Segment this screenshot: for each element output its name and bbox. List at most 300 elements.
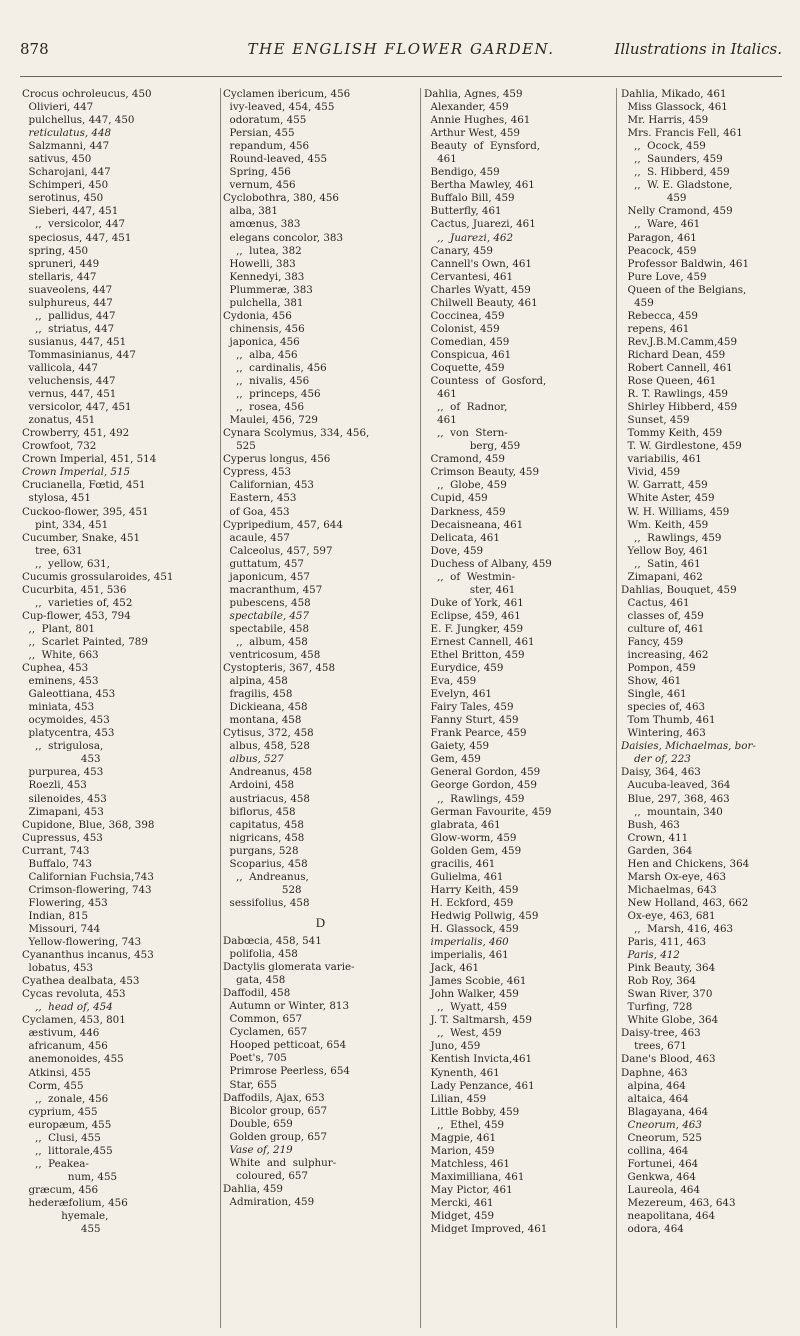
index-entry: Crocus ochroleucus, 450 bbox=[22, 88, 152, 100]
index-entry: Cupid, 459 bbox=[424, 492, 488, 505]
index-entry: Cuckoo-flower, 395, 451 bbox=[22, 505, 149, 518]
index-entry: Aucuba-leaved, 364 bbox=[621, 779, 731, 792]
index-entry: Corm, 455 bbox=[22, 1079, 84, 1092]
index-entry: der of, 223 bbox=[621, 753, 691, 766]
index-entry: H. Eckford, 459 bbox=[424, 896, 514, 909]
index-entry: stylosa, 451 bbox=[22, 492, 91, 505]
index-entry: Midget, 459 bbox=[424, 1210, 494, 1223]
index-entry: Magpie, 461 bbox=[424, 1131, 496, 1144]
index-entry: Mrs. Francis Fell, 461 bbox=[621, 127, 743, 140]
index-entry: Lady Penzance, 461 bbox=[424, 1079, 535, 1092]
index-entry: of Goa, 453 bbox=[223, 505, 290, 518]
index-entry: pint, 334, 451 bbox=[22, 518, 109, 531]
index-entry: ,, Saunders, 459 bbox=[621, 153, 723, 166]
index-entry: Evelyn, 461 bbox=[424, 688, 492, 701]
index-entry: Tommasinianus, 447 bbox=[22, 348, 136, 361]
page-header bbox=[20, 40, 782, 66]
index-entry: New Holland, 463, 662 bbox=[621, 896, 749, 909]
index-entry: Professor Baldwin, 461 bbox=[621, 257, 749, 270]
index-entry: Kennedyi, 383 bbox=[223, 270, 305, 283]
index-entry: Single, 461 bbox=[621, 688, 687, 701]
index-entry: spectabile, 458 bbox=[223, 622, 310, 635]
index-entry: ,, Andreanus, bbox=[223, 870, 309, 883]
index-entry: ,, lutea, 382 bbox=[223, 244, 302, 257]
index-entry: Maximilliana, 461 bbox=[424, 1170, 525, 1183]
index-entry: Cycas revoluta, 453 bbox=[22, 988, 126, 1001]
index-entry: sativus, 450 bbox=[22, 153, 92, 166]
index-entry: purpurea, 453 bbox=[22, 766, 104, 779]
index-entry: Decaisneana, 461 bbox=[424, 518, 524, 531]
index-entry: Blagayana, 464 bbox=[621, 1105, 709, 1118]
index-entry: Dahlia, Mikado, 461 bbox=[621, 88, 727, 100]
index-entry: chinensis, 456 bbox=[223, 322, 305, 335]
index-entry: Cupressus, 453 bbox=[22, 831, 103, 844]
index-entry: Conspicua, 461 bbox=[424, 348, 512, 361]
index-entry: Cyananthus incanus, 453 bbox=[22, 949, 154, 962]
index-entry: Comedian, 459 bbox=[424, 335, 510, 348]
index-entry: vallicola, 447 bbox=[22, 361, 98, 374]
index-entry: Fanny Sturt, 459 bbox=[424, 714, 519, 727]
index-entry: Cucumis grossularoides, 451 bbox=[22, 570, 174, 583]
index-entry: Pompon, 459 bbox=[621, 662, 696, 675]
index-entry: versicolor, 447, 451 bbox=[22, 401, 132, 414]
index-entry: Richard Dean, 459 bbox=[621, 348, 726, 361]
index-entry: alba, 381 bbox=[223, 205, 278, 218]
index-column-4 bbox=[621, 88, 784, 1328]
index-entry: Arthur West, 459 bbox=[424, 127, 520, 140]
index-entry: Admiration, 459 bbox=[223, 1195, 315, 1208]
index-entry: veluchensis, 447 bbox=[22, 375, 116, 388]
index-entry: miniata, 453 bbox=[22, 701, 95, 714]
index-entry: montana, 458 bbox=[223, 714, 302, 727]
index-entry: German Favourite, 459 bbox=[424, 805, 552, 818]
index-entry: George Gordon, 459 bbox=[424, 779, 537, 792]
index-entry: Dabœcia, 458, 541 bbox=[223, 935, 322, 947]
index-entry: Midget Improved, 461 bbox=[424, 1223, 548, 1236]
section-letter: D bbox=[315, 914, 326, 930]
index-entry: pubescens, 458 bbox=[223, 596, 311, 609]
index-entry: Tommy Keith, 459 bbox=[621, 427, 723, 440]
index-entry: ,, pallidus, 447 bbox=[22, 309, 116, 322]
index-entry: Rev.J.B.M.Camm,459 bbox=[621, 335, 737, 348]
index-entry: Miss Glassock, 461 bbox=[621, 101, 728, 114]
index-entry: Salzmanni, 447 bbox=[22, 140, 110, 153]
index-entry: guttatum, 457 bbox=[223, 557, 304, 570]
index-entry: Hooped petticoat, 654 bbox=[223, 1039, 347, 1052]
index-entry: Fancy, 459 bbox=[621, 635, 684, 648]
index-entry: Genkwa, 464 bbox=[621, 1170, 696, 1183]
index-entry: 453 bbox=[22, 753, 101, 766]
index-entry: Primrose Peerless, 654 bbox=[223, 1065, 350, 1078]
index-entry: Persian, 455 bbox=[223, 127, 295, 140]
index-entry: Marsh Ox-eye, 463 bbox=[621, 870, 727, 883]
index-entry: Olivieri, 447 bbox=[22, 101, 94, 114]
index-entry: austriacus, 458 bbox=[223, 792, 310, 805]
index-entry: Butterfly, 461 bbox=[424, 205, 502, 218]
index-entry: ,, album, 458 bbox=[223, 635, 308, 648]
index-entry: Cupidone, Blue, 368, 398 bbox=[22, 818, 155, 831]
index-entry: Harry Keith, 459 bbox=[424, 883, 519, 896]
index-entry: polifolia, 458 bbox=[223, 948, 298, 961]
index-entry: europæum, 455 bbox=[22, 1118, 112, 1131]
index-entry: gata, 458 bbox=[223, 974, 286, 987]
index-entry: ,, varieties of, 452 bbox=[22, 596, 133, 609]
index-entry: Kynenth, 461 bbox=[424, 1066, 500, 1079]
index-entry: spring, 450 bbox=[22, 244, 89, 257]
index-entry: Swan River, 370 bbox=[621, 988, 713, 1001]
index-entry: num, 455 bbox=[22, 1170, 118, 1183]
index-entry: Ernest Cannell, 461 bbox=[424, 635, 535, 648]
index-entry: biflorus, 458 bbox=[223, 805, 296, 818]
index-entry: Cyathea dealbata, 453 bbox=[22, 975, 140, 988]
index-entry: culture of, 461 bbox=[621, 622, 705, 635]
index-entry: Yellow Boy, 461 bbox=[621, 544, 709, 557]
index-entry: neapolitana, 464 bbox=[621, 1210, 716, 1223]
index-entry: Dane's Blood, 463 bbox=[621, 1053, 716, 1066]
index-entry: Missouri, 744 bbox=[22, 923, 101, 935]
index-entry: Shirley Hibberd, 459 bbox=[621, 401, 738, 414]
index-entry: ventricosum, 458 bbox=[223, 649, 321, 662]
index-entry: Juno, 459 bbox=[424, 1040, 481, 1053]
index-entry: Delicata, 461 bbox=[424, 531, 500, 544]
index-entry: Daffodils, Ajax, 653 bbox=[223, 1091, 325, 1104]
index-entry: Crowberry, 451, 492 bbox=[22, 427, 130, 440]
index-entry: alpina, 458 bbox=[223, 675, 288, 688]
index-entry: Cyclamen, 657 bbox=[223, 1026, 308, 1039]
index-entry: ,, alba, 456 bbox=[223, 348, 298, 361]
index-entry: albus, 458, 528 bbox=[223, 740, 310, 753]
index-entry: Cramond, 459 bbox=[424, 453, 505, 466]
index-entry: Paragon, 461 bbox=[621, 231, 697, 244]
index-entry: Maulei, 456, 729 bbox=[223, 414, 318, 427]
index-entry: ,, striatus, 447 bbox=[22, 322, 115, 335]
index-entry: anemonoides, 455 bbox=[22, 1053, 124, 1066]
index-column-2 bbox=[223, 88, 418, 1328]
index-entry: ,, Rawlings, 459 bbox=[621, 531, 722, 544]
index-entry: ,, Marsh, 416, 463 bbox=[621, 923, 734, 935]
index-entry: ,, of Westmin- bbox=[424, 570, 516, 583]
index-entry: nigricans, 458 bbox=[223, 831, 305, 844]
index-entry: stellaris, 447 bbox=[22, 270, 97, 283]
index-entry: ,, rosea, 456 bbox=[223, 401, 305, 414]
index-entry: Michaelmas, 643 bbox=[621, 883, 717, 896]
index-entry: J. T. Saltmarsh, 459 bbox=[424, 1014, 532, 1027]
index-entry: E. F. Jungker, 459 bbox=[424, 622, 524, 635]
index-entry: Zimapani, 462 bbox=[621, 570, 703, 583]
index-entry: Star, 655 bbox=[223, 1078, 277, 1091]
index-entry: ster, 461 bbox=[424, 583, 516, 596]
index-entry: Cannell's Own, 461 bbox=[424, 257, 532, 270]
column-divider bbox=[220, 88, 221, 1328]
index-entry: amœnus, 383 bbox=[223, 218, 301, 231]
index-entry: Duke of York, 461 bbox=[424, 596, 524, 609]
index-entry: Cyclamen, 453, 801 bbox=[22, 1014, 126, 1027]
index-entry: Schimperi, 450 bbox=[22, 179, 109, 192]
index-entry: speciosus, 447, 451 bbox=[22, 231, 132, 244]
index-entry: berg, 459 bbox=[424, 440, 521, 453]
index-entry: Californian Fuchsia,743 bbox=[22, 870, 154, 883]
index-entry: ,, Ocock, 459 bbox=[621, 140, 706, 153]
column-divider bbox=[616, 88, 617, 1328]
index-entry: Queen of the Belgians, bbox=[621, 283, 747, 296]
index-entry: Dahlias, Bouquet, 459 bbox=[621, 583, 737, 596]
index-entry: Cydonia, 456 bbox=[223, 309, 292, 322]
index-entry: ,, W. E. Gladstone, bbox=[621, 179, 733, 192]
index-entry: ,, princeps, 456 bbox=[223, 388, 321, 401]
index-entry: Pink Beauty, 364 bbox=[621, 962, 716, 975]
index-entry: odora, 464 bbox=[621, 1223, 684, 1236]
index-entry: sessifolius, 458 bbox=[223, 896, 310, 909]
index-entry: Cneorum, 525 bbox=[621, 1131, 702, 1144]
index-entry: Matchless, 461 bbox=[424, 1157, 510, 1170]
index-entry: White Globe, 364 bbox=[621, 1014, 719, 1027]
index-entry: Tom Thumb, 461 bbox=[621, 714, 716, 727]
index-entry: Colonist, 459 bbox=[424, 322, 500, 335]
index-entry: ,, cardinalis, 456 bbox=[223, 361, 327, 374]
index-entry: ivy-leaved, 454, 455 bbox=[223, 101, 335, 114]
index-entry: 459 bbox=[621, 296, 654, 309]
index-entry: Galeottiana, 453 bbox=[22, 688, 116, 701]
index-entry: africanum, 456 bbox=[22, 1040, 108, 1053]
index-entry: Mezereum, 463, 643 bbox=[621, 1196, 736, 1209]
index-entry: altaica, 464 bbox=[621, 1092, 689, 1105]
index-entry: 459 bbox=[621, 192, 687, 205]
index-entry: ,, White, 663 bbox=[22, 649, 99, 662]
index-entry: Coccinea, 459 bbox=[424, 309, 505, 322]
index-entry: ,, Peakea- bbox=[22, 1157, 89, 1170]
index-entry: græcum, 456 bbox=[22, 1183, 99, 1196]
index-entry: Flowering, 453 bbox=[22, 896, 108, 909]
index-entry: Bush, 463 bbox=[621, 818, 680, 831]
index-entry: alpina, 464 bbox=[621, 1079, 686, 1092]
index-entry: Countess of Gosford, bbox=[424, 375, 547, 388]
index-entry: Turfing, 728 bbox=[621, 1001, 693, 1014]
index-entry: ,, Satin, 461 bbox=[621, 557, 701, 570]
index-entry: elegans concolor, 383 bbox=[223, 231, 343, 244]
index-entry: Californian, 453 bbox=[223, 479, 314, 492]
index-entry: odoratum, 455 bbox=[223, 114, 307, 127]
index-entry: japonica, 456 bbox=[223, 335, 300, 348]
index-entry: Plummeræ, 383 bbox=[223, 283, 313, 296]
index-entry: Ethel Britton, 459 bbox=[424, 649, 525, 662]
index-entry: General Gordon, 459 bbox=[424, 766, 541, 779]
index-entry: Crucianella, Fœtid, 451 bbox=[22, 479, 146, 492]
index-entry: Jack, 461 bbox=[424, 962, 480, 975]
index-entry: glabrata, 461 bbox=[424, 818, 501, 831]
index-entry: Chilwell Beauty, 461 bbox=[424, 296, 538, 309]
index-entry: Autumn or Winter, 813 bbox=[223, 1000, 349, 1013]
index-entry: Round-leaved, 455 bbox=[223, 153, 328, 166]
index-entry: susianus, 447, 451 bbox=[22, 335, 127, 348]
index-entry: Buffalo Bill, 459 bbox=[424, 192, 515, 205]
index-entry: 455 bbox=[22, 1223, 101, 1236]
index-entry: ,, Plant, 801 bbox=[22, 622, 95, 635]
index-entry: Eastern, 453 bbox=[223, 492, 297, 505]
index-entry: Daffodil, 458 bbox=[223, 987, 291, 1000]
index-entry: Dickieana, 458 bbox=[223, 701, 308, 714]
index-entry: W. Garratt, 459 bbox=[621, 479, 708, 492]
index-entry: Eva, 459 bbox=[424, 675, 477, 688]
index-entry: coloured, 657 bbox=[223, 1169, 308, 1182]
index-entry: Beauty of Eynsford, bbox=[424, 140, 541, 153]
index-entry: ,, yellow, 631, bbox=[22, 557, 110, 570]
index-entry: White and sulphur- bbox=[223, 1156, 337, 1169]
index-entry: Darkness, 459 bbox=[424, 505, 506, 518]
index-entry: imperialis, 461 bbox=[424, 949, 509, 962]
index-entry: reticulatus, 448 bbox=[22, 127, 112, 140]
index-entry: Dove, 459 bbox=[424, 544, 484, 557]
index-entry: ,, Rawlings, 459 bbox=[424, 792, 525, 805]
index-entry: Bertha Mawley, 461 bbox=[424, 179, 535, 192]
index-entry: æstivum, 446 bbox=[22, 1027, 100, 1040]
index-entry: Paris, 411, 463 bbox=[621, 936, 707, 949]
index-entry: sulphureus, 447 bbox=[22, 296, 113, 309]
index-entry: Calceolus, 457, 597 bbox=[223, 544, 333, 557]
index-entry: May Pictor, 461 bbox=[424, 1183, 513, 1196]
index-entry: R. T. Rawlings, 459 bbox=[621, 388, 728, 401]
index-entry: W. H. Williams, 459 bbox=[621, 505, 730, 518]
index-entry: Cyclobothra, 380, 456 bbox=[223, 192, 339, 205]
index-entry: ,, Ethel, 459 bbox=[424, 1118, 505, 1131]
index-entry: Ox-eye, 463, 681 bbox=[621, 909, 716, 922]
running-title: THE ENGLISH FLOWER GARDEN. bbox=[247, 40, 555, 58]
index-entry: Fortunei, 464 bbox=[621, 1157, 699, 1170]
index-entry: ,, versicolor, 447 bbox=[22, 218, 126, 231]
index-entry: Cytisus, 372, 458 bbox=[223, 727, 314, 740]
index-entry: Blue, 297, 368, 463 bbox=[621, 792, 730, 805]
index-entry: pulchellus, 447, 450 bbox=[22, 114, 135, 127]
index-entry: Buffalo, 743 bbox=[22, 857, 92, 870]
index-entry: ,, head of, 454 bbox=[22, 1001, 113, 1014]
index-entry: 528 bbox=[223, 883, 302, 896]
index-entry: Zimapani, 453 bbox=[22, 805, 104, 818]
index-entry: suaveolens, 447 bbox=[22, 283, 113, 296]
page-number: 878 bbox=[20, 40, 49, 58]
index-entry: trees, 671 bbox=[621, 1040, 687, 1053]
index-entry: cyprium, 455 bbox=[22, 1105, 98, 1118]
index-entry: John Walker, 459 bbox=[424, 988, 519, 1001]
index-entry: Scharojani, 447 bbox=[22, 166, 111, 179]
index-entry: Hen and Chickens, 364 bbox=[621, 857, 750, 870]
index-entry: ,, Juarezi, 462 bbox=[424, 231, 514, 244]
index-entry: spectabile, 457 bbox=[223, 609, 310, 622]
index-entry: Alexander, 459 bbox=[424, 101, 509, 114]
index-column-1 bbox=[22, 88, 218, 1328]
index-entry: Charles Wyatt, 459 bbox=[424, 283, 531, 296]
index-entry: Andreanus, 458 bbox=[223, 766, 313, 779]
index-entry: ,, S. Hibberd, 459 bbox=[621, 166, 730, 179]
index-entry: Indian, 815 bbox=[22, 909, 89, 922]
index-entry: Gem, 459 bbox=[424, 753, 481, 766]
index-entry: hederæfolium, 456 bbox=[22, 1196, 128, 1209]
index-entry: Wm. Keith, 459 bbox=[621, 518, 709, 531]
index-entry: Eurydice, 459 bbox=[424, 662, 504, 675]
index-entry: ,, Clusi, 455 bbox=[22, 1131, 101, 1144]
index-entry: Marion, 459 bbox=[424, 1144, 495, 1157]
index-entry: Cervantesi, 461 bbox=[424, 270, 514, 283]
index-entry: Crowfoot, 732 bbox=[22, 440, 97, 453]
index-entry: Daisy, 364, 463 bbox=[621, 766, 701, 779]
index-entry: species of, 463 bbox=[621, 701, 706, 714]
index-entry: collina, 464 bbox=[621, 1144, 689, 1157]
index-entry: H. Glassock, 459 bbox=[424, 923, 519, 935]
index-entry: Dahlia, Agnes, 459 bbox=[424, 88, 523, 100]
index-entry: increasing, 462 bbox=[621, 649, 709, 662]
index-entry: vernum, 456 bbox=[223, 179, 296, 192]
index-entry: tree, 631 bbox=[22, 544, 83, 557]
index-entry: Cactus, Juarezi, 461 bbox=[424, 218, 536, 231]
index-entry: Mercki, 461 bbox=[424, 1196, 494, 1209]
index-entry: ocymoides, 453 bbox=[22, 714, 110, 727]
index-entry: ,, Wyatt, 459 bbox=[424, 1001, 507, 1014]
index-entry: Vivid, 459 bbox=[621, 466, 680, 479]
index-entry: Gulielma, 461 bbox=[424, 870, 504, 883]
index-entry: Cneorum, 463 bbox=[621, 1118, 702, 1131]
index-entry: ,, of Radnor, bbox=[424, 401, 508, 414]
index-entry: Dahlia, 459 bbox=[223, 1182, 283, 1195]
index-entry: Cystopteris, 367, 458 bbox=[223, 662, 336, 675]
index-entry: Rob Roy, 364 bbox=[621, 975, 696, 988]
index-entry: Cypripedium, 457, 644 bbox=[223, 518, 343, 531]
index-entry: repandum, 456 bbox=[223, 140, 310, 153]
index-entry: serotinus, 450 bbox=[22, 192, 104, 205]
index-entry: Roezli, 453 bbox=[22, 779, 87, 792]
index-entry: T. W. Girdlestone, 459 bbox=[621, 440, 742, 453]
index-entry: Robert Cannell, 461 bbox=[621, 361, 733, 374]
index-entry: White Aster, 459 bbox=[621, 492, 715, 505]
index-entry: acaule, 457 bbox=[223, 531, 290, 544]
index-entry: 461 bbox=[424, 153, 457, 166]
index-entry: silenoides, 453 bbox=[22, 792, 107, 805]
index-entry: Frank Pearce, 459 bbox=[424, 727, 527, 740]
index-entry: platycentra, 453 bbox=[22, 727, 115, 740]
index-entry: ,, mountain, 340 bbox=[621, 805, 723, 818]
index-entry: purgans, 528 bbox=[223, 844, 299, 857]
index-entry: Cyperus longus, 456 bbox=[223, 453, 331, 466]
index-entry: 461 bbox=[424, 414, 457, 427]
index-entry: ,, strigulosa, bbox=[22, 740, 104, 753]
index-entry: Kentish Invicta,461 bbox=[424, 1053, 533, 1066]
index-entry: James Scobie, 461 bbox=[424, 975, 527, 988]
index-entry: Wintering, 463 bbox=[621, 727, 706, 740]
index-entry: Cactus, 461 bbox=[621, 596, 690, 609]
index-entry: gracilis, 461 bbox=[424, 857, 496, 870]
index-entry: repens, 461 bbox=[621, 322, 690, 335]
index-entry: Garden, 364 bbox=[621, 844, 693, 857]
index-entry: Sieberi, 447, 451 bbox=[22, 205, 119, 218]
index-entry: Cuphea, 453 bbox=[22, 662, 89, 675]
index-entry: Mr. Harris, 459 bbox=[621, 114, 709, 127]
index-entry: variabilis, 461 bbox=[621, 453, 702, 466]
index-entry: Gaiety, 459 bbox=[424, 740, 490, 753]
index-entry: Annie Hughes, 461 bbox=[424, 114, 531, 127]
index-entry: zonatus, 451 bbox=[22, 414, 96, 427]
index-entry: macranthum, 457 bbox=[223, 583, 323, 596]
index-entry: Bendigo, 459 bbox=[424, 166, 500, 179]
index-entry: Dactylis glomerata varie- bbox=[223, 961, 355, 974]
index-entry: Crown Imperial, 515 bbox=[22, 466, 131, 479]
index-entry: vernus, 447, 451 bbox=[22, 388, 117, 401]
index-columns bbox=[22, 88, 784, 1328]
index-entry: Coquette, 459 bbox=[424, 361, 505, 374]
index-entry: ,, littorale,455 bbox=[22, 1144, 113, 1157]
index-entry: Crown Imperial, 451, 514 bbox=[22, 453, 157, 466]
index-entry: Fairy Tales, 459 bbox=[424, 701, 514, 714]
index-entry: Eclipse, 459, 461 bbox=[424, 609, 521, 622]
index-entry: Bicolor group, 657 bbox=[223, 1104, 328, 1117]
index-entry: Common, 657 bbox=[223, 1013, 303, 1026]
index-entry: lobatus, 453 bbox=[22, 962, 94, 975]
